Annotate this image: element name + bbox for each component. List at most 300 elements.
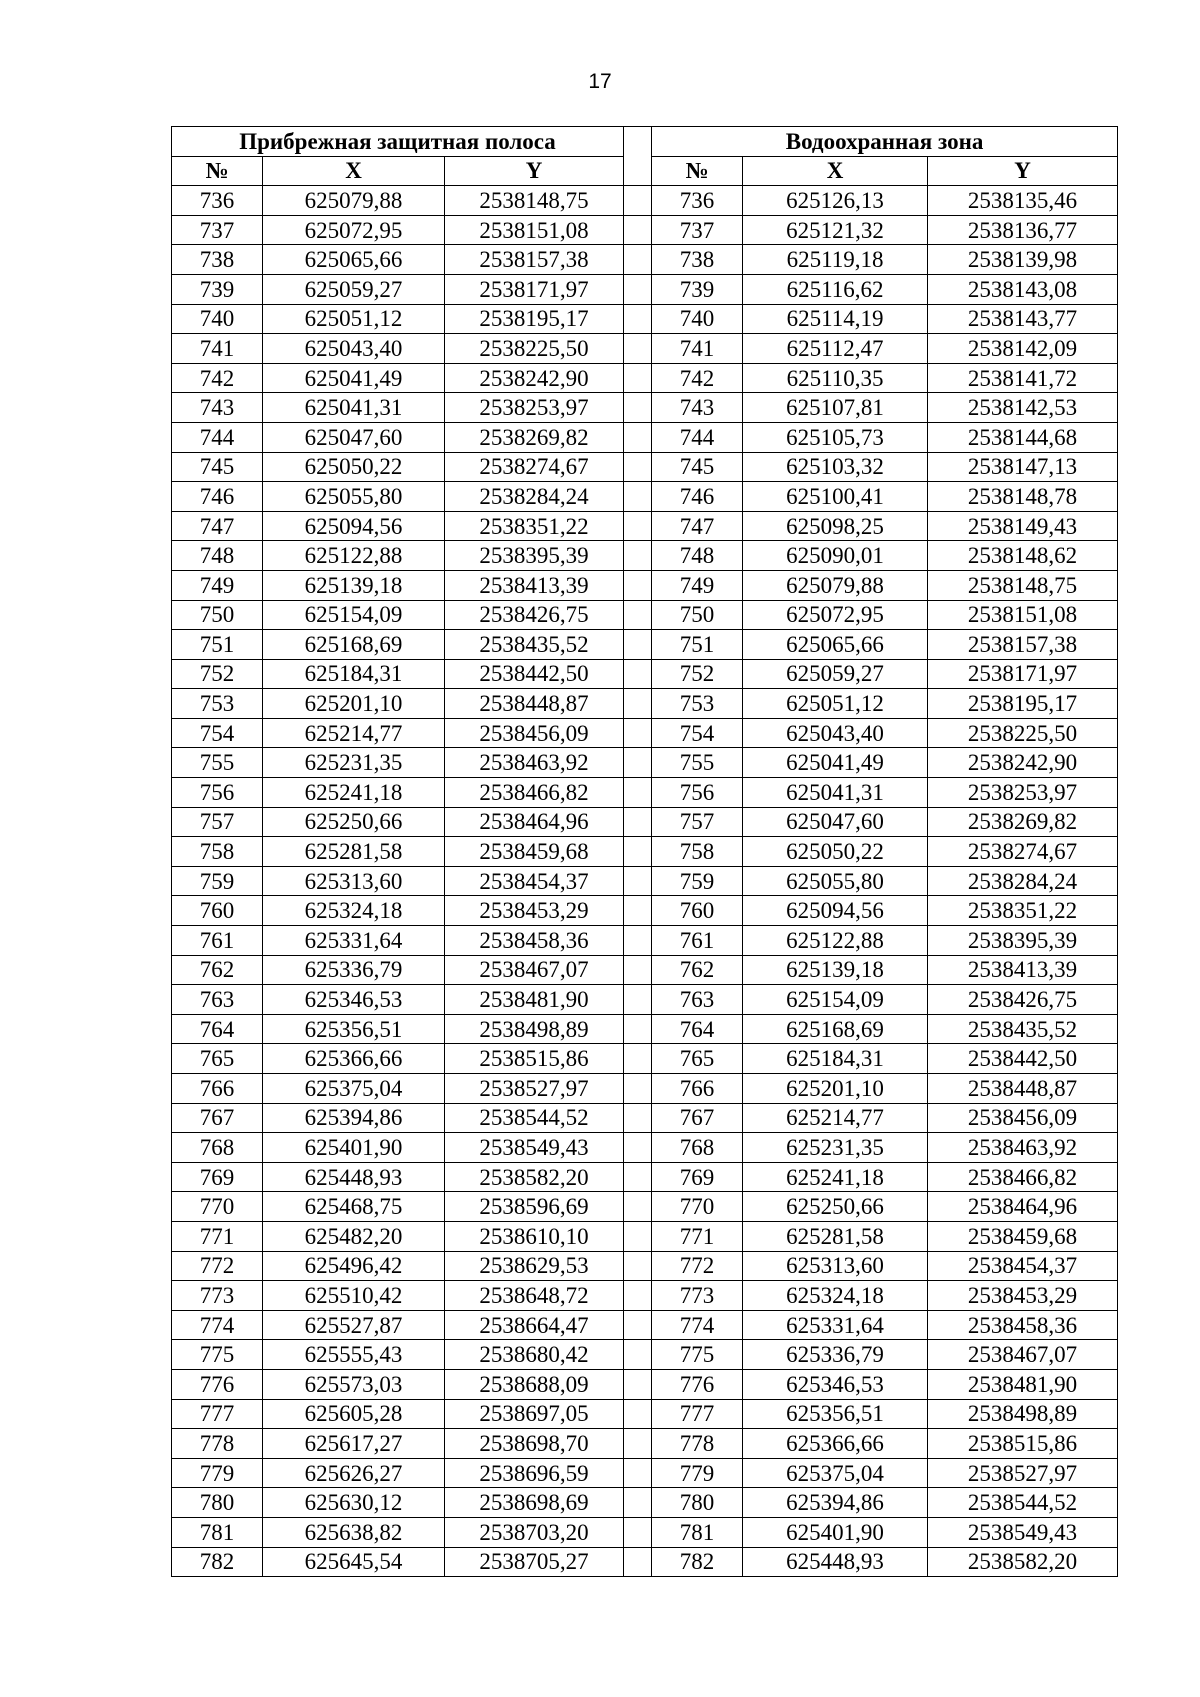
right-number-cell: 759: [652, 866, 743, 896]
right-y-cell: 2538395,39: [928, 926, 1118, 956]
right-x-cell: 625139,18: [743, 955, 928, 985]
left-y-cell: 2538456,09: [445, 718, 624, 748]
left-number-cell: 739: [172, 274, 263, 304]
table-row: [172, 570, 1118, 600]
left-number-cell: 743: [172, 393, 263, 423]
right-number-cell: 764: [652, 1014, 743, 1044]
right-y-cell: 2538456,09: [928, 1103, 1118, 1133]
right-number-cell: 736: [652, 186, 743, 216]
right-x-cell: 625103,32: [743, 452, 928, 482]
left-y-cell: 2538269,82: [445, 422, 624, 452]
right-y-cell: 2538515,86: [928, 1429, 1118, 1459]
right-x-cell: 625105,73: [743, 422, 928, 452]
right-number-cell: 745: [652, 452, 743, 482]
right-x-cell: 625098,25: [743, 511, 928, 541]
right-number-cell: 761: [652, 926, 743, 956]
left-y-cell: 2538466,82: [445, 778, 624, 808]
left-x-cell: 625241,18: [263, 778, 445, 808]
table-row: [172, 274, 1118, 304]
left-x-cell: 625079,88: [263, 186, 445, 216]
table-row: [172, 778, 1118, 808]
right-y-cell: 2538242,90: [928, 748, 1118, 778]
right-number-cell: 770: [652, 1192, 743, 1222]
right-y-cell: 2538144,68: [928, 422, 1118, 452]
table-row: [172, 1133, 1118, 1163]
separator-cell: [624, 807, 652, 837]
left-number-cell: 741: [172, 334, 263, 364]
right-number-cell: 781: [652, 1517, 743, 1547]
left-number-cell: 769: [172, 1162, 263, 1192]
left-number-cell: 779: [172, 1458, 263, 1488]
table-row: [172, 452, 1118, 482]
table-row: [172, 363, 1118, 393]
left-y-cell: 2538549,43: [445, 1133, 624, 1163]
right-x-cell: 625281,58: [743, 1221, 928, 1251]
right-x-cell: 625050,22: [743, 837, 928, 867]
right-x-cell: 625324,18: [743, 1281, 928, 1311]
table-row: [172, 837, 1118, 867]
right-number-cell: 766: [652, 1074, 743, 1104]
separator-cell: [624, 1429, 652, 1459]
left-x-cell: 625468,75: [263, 1192, 445, 1222]
left-y-cell: 2538544,52: [445, 1103, 624, 1133]
right-x-cell: 625094,56: [743, 896, 928, 926]
right-y-cell: 2538141,72: [928, 363, 1118, 393]
right-x-cell: 625126,13: [743, 186, 928, 216]
left-number-cell: 736: [172, 186, 263, 216]
right-x-cell: 625214,77: [743, 1103, 928, 1133]
right-x-cell: 625041,49: [743, 748, 928, 778]
left-y-cell: 2538171,97: [445, 274, 624, 304]
right-number-cell: 737: [652, 215, 743, 245]
left-x-cell: 625638,82: [263, 1517, 445, 1547]
left-number-cell: 761: [172, 926, 263, 956]
left-y-cell: 2538610,10: [445, 1221, 624, 1251]
right-number-cell: 769: [652, 1162, 743, 1192]
left-y-cell: 2538463,92: [445, 748, 624, 778]
right-number-cell: 744: [652, 422, 743, 452]
right-y-cell: 2538148,75: [928, 570, 1118, 600]
table-row: [172, 511, 1118, 541]
right-x-cell: 625375,04: [743, 1458, 928, 1488]
right-number-cell: 755: [652, 748, 743, 778]
right-x-cell: 625366,66: [743, 1429, 928, 1459]
right-x-cell: 625116,62: [743, 274, 928, 304]
right-number-cell: 773: [652, 1281, 743, 1311]
left-y-cell: 2538157,38: [445, 245, 624, 275]
left-y-cell: 2538648,72: [445, 1281, 624, 1311]
left-number-cell: 747: [172, 511, 263, 541]
right-y-cell: 2538413,39: [928, 955, 1118, 985]
left-section-title: Прибрежная защитная полоса: [172, 127, 624, 157]
left-number-cell: 737: [172, 215, 263, 245]
left-x-cell: 625201,10: [263, 689, 445, 719]
right-y-cell: 2538284,24: [928, 866, 1118, 896]
left-number-cell: 746: [172, 482, 263, 512]
left-x-cell: 625573,03: [263, 1369, 445, 1399]
separator-cell: [624, 186, 652, 216]
left-y-cell: 2538629,53: [445, 1251, 624, 1281]
left-number-cell: 770: [172, 1192, 263, 1222]
separator-cell: [624, 1458, 652, 1488]
table-row: [172, 1074, 1118, 1104]
left-y-cell: 2538448,87: [445, 689, 624, 719]
right-x-cell: 625122,88: [743, 926, 928, 956]
left-y-cell: 2538274,67: [445, 452, 624, 482]
table-row: [172, 985, 1118, 1015]
table-row: [172, 186, 1118, 216]
table-row: [172, 630, 1118, 660]
left-y-cell: 2538225,50: [445, 334, 624, 364]
left-y-cell: 2538442,50: [445, 659, 624, 689]
table-row: [172, 600, 1118, 630]
separator-cell: [624, 1103, 652, 1133]
left-number-cell: 778: [172, 1429, 263, 1459]
left-x-cell: 625527,87: [263, 1310, 445, 1340]
left-y-cell: 2538582,20: [445, 1162, 624, 1192]
separator-cell: [624, 1399, 652, 1429]
left-x-cell: 625047,60: [263, 422, 445, 452]
left-number-cell: 773: [172, 1281, 263, 1311]
left-number-cell: 766: [172, 1074, 263, 1104]
right-x-cell: 625448,93: [743, 1547, 928, 1577]
table-row: [172, 807, 1118, 837]
left-x-cell: 625617,27: [263, 1429, 445, 1459]
right-x-cell: 625401,90: [743, 1517, 928, 1547]
right-number-cell: 747: [652, 511, 743, 541]
left-x-cell: 625214,77: [263, 718, 445, 748]
separator-cell: [624, 778, 652, 808]
right-y-cell: 2538453,29: [928, 1281, 1118, 1311]
left-y-cell: 2538515,86: [445, 1044, 624, 1074]
left-x-cell: 625626,27: [263, 1458, 445, 1488]
left-x-cell: 625059,27: [263, 274, 445, 304]
separator-cell: [624, 334, 652, 364]
table-row: [172, 1221, 1118, 1251]
left-number-cell: 767: [172, 1103, 263, 1133]
table-row: [172, 1014, 1118, 1044]
separator-cell: [624, 1547, 652, 1577]
table-row: [172, 896, 1118, 926]
right-y-cell: 2538171,97: [928, 659, 1118, 689]
table-row: [172, 926, 1118, 956]
right-number-cell: 752: [652, 659, 743, 689]
separator-cell: [624, 1517, 652, 1547]
table-row: [172, 482, 1118, 512]
right-x-cell: 625121,32: [743, 215, 928, 245]
right-x-cell: 625313,60: [743, 1251, 928, 1281]
separator-cell: [624, 393, 652, 423]
left-y-cell: 2538453,29: [445, 896, 624, 926]
left-x-cell: 625154,09: [263, 600, 445, 630]
left-y-cell: 2538703,20: [445, 1517, 624, 1547]
separator-cell: [624, 866, 652, 896]
separator-cell: [624, 274, 652, 304]
table-row: [172, 304, 1118, 334]
right-col-number-header: №: [652, 156, 743, 186]
left-x-cell: 625394,86: [263, 1103, 445, 1133]
table-row: [172, 748, 1118, 778]
right-number-cell: 748: [652, 541, 743, 571]
left-number-cell: 771: [172, 1221, 263, 1251]
right-number-cell: 741: [652, 334, 743, 364]
right-y-cell: 2538135,46: [928, 186, 1118, 216]
table-row: [172, 1310, 1118, 1340]
right-number-cell: 749: [652, 570, 743, 600]
left-number-cell: 752: [172, 659, 263, 689]
right-col-y-header: Y: [928, 156, 1118, 186]
separator-cell: [624, 837, 652, 867]
right-x-cell: 625043,40: [743, 718, 928, 748]
left-number-cell: 775: [172, 1340, 263, 1370]
right-x-cell: 625110,35: [743, 363, 928, 393]
table-row: [172, 1281, 1118, 1311]
right-x-cell: 625231,35: [743, 1133, 928, 1163]
left-x-cell: 625094,56: [263, 511, 445, 541]
left-x-cell: 625041,49: [263, 363, 445, 393]
left-y-cell: 2538697,05: [445, 1399, 624, 1429]
left-x-cell: 625448,93: [263, 1162, 445, 1192]
left-x-cell: 625072,95: [263, 215, 445, 245]
right-y-cell: 2538143,08: [928, 274, 1118, 304]
separator-cell: [624, 363, 652, 393]
right-y-cell: 2538527,97: [928, 1458, 1118, 1488]
left-col-y-header: Y: [445, 156, 624, 186]
left-y-cell: 2538284,24: [445, 482, 624, 512]
left-number-cell: 781: [172, 1517, 263, 1547]
right-number-cell: 738: [652, 245, 743, 275]
right-x-cell: 625346,53: [743, 1369, 928, 1399]
left-y-cell: 2538698,70: [445, 1429, 624, 1459]
right-x-cell: 625112,47: [743, 334, 928, 364]
separator-cell: [624, 541, 652, 571]
left-x-cell: 625324,18: [263, 896, 445, 926]
left-x-cell: 625065,66: [263, 245, 445, 275]
separator-cell: [624, 955, 652, 985]
separator-cell: [624, 1310, 652, 1340]
right-y-cell: 2538467,07: [928, 1340, 1118, 1370]
left-number-cell: 782: [172, 1547, 263, 1577]
left-y-cell: 2538253,97: [445, 393, 624, 423]
left-y-cell: 2538467,07: [445, 955, 624, 985]
separator-cell: [624, 1044, 652, 1074]
coordinates-table: [171, 126, 1118, 1577]
table-row: [172, 689, 1118, 719]
left-y-cell: 2538151,08: [445, 215, 624, 245]
left-x-cell: 625055,80: [263, 482, 445, 512]
right-x-cell: 625336,79: [743, 1340, 928, 1370]
right-x-cell: 625041,31: [743, 778, 928, 808]
left-x-cell: 625366,66: [263, 1044, 445, 1074]
right-x-cell: 625065,66: [743, 630, 928, 660]
left-x-cell: 625043,40: [263, 334, 445, 364]
separator-cell: [624, 689, 652, 719]
left-number-cell: 764: [172, 1014, 263, 1044]
right-y-cell: 2538195,17: [928, 689, 1118, 719]
separator-cell: [624, 748, 652, 778]
right-number-cell: 777: [652, 1399, 743, 1429]
table-row: [172, 334, 1118, 364]
separator-cell: [624, 985, 652, 1015]
left-y-cell: 2538664,47: [445, 1310, 624, 1340]
separator-cell: [624, 896, 652, 926]
right-y-cell: 2538459,68: [928, 1221, 1118, 1251]
right-number-cell: 739: [652, 274, 743, 304]
right-y-cell: 2538148,78: [928, 482, 1118, 512]
right-number-cell: 757: [652, 807, 743, 837]
left-x-cell: 625250,66: [263, 807, 445, 837]
separator-cell: [624, 511, 652, 541]
separator-cell: [624, 1340, 652, 1370]
left-y-cell: 2538464,96: [445, 807, 624, 837]
table-row: [172, 659, 1118, 689]
right-number-cell: 742: [652, 363, 743, 393]
separator-cell: [624, 1251, 652, 1281]
table-row: [172, 1103, 1118, 1133]
left-col-number-header: №: [172, 156, 263, 186]
right-y-cell: 2538143,77: [928, 304, 1118, 334]
table-row: [172, 215, 1118, 245]
right-number-cell: 758: [652, 837, 743, 867]
right-x-cell: 625119,18: [743, 245, 928, 275]
table-row: [172, 1340, 1118, 1370]
left-number-cell: 756: [172, 778, 263, 808]
right-y-cell: 2538463,92: [928, 1133, 1118, 1163]
table-row: [172, 718, 1118, 748]
right-number-cell: 778: [652, 1429, 743, 1459]
left-x-cell: 625281,58: [263, 837, 445, 867]
left-y-cell: 2538454,37: [445, 866, 624, 896]
right-x-cell: 625072,95: [743, 600, 928, 630]
right-x-cell: 625331,64: [743, 1310, 928, 1340]
right-x-cell: 625047,60: [743, 807, 928, 837]
left-y-cell: 2538698,69: [445, 1488, 624, 1518]
right-y-cell: 2538136,77: [928, 215, 1118, 245]
right-x-cell: 625051,12: [743, 689, 928, 719]
left-y-cell: 2538395,39: [445, 541, 624, 571]
right-y-cell: 2538582,20: [928, 1547, 1118, 1577]
right-y-cell: 2538481,90: [928, 1369, 1118, 1399]
right-y-cell: 2538151,08: [928, 600, 1118, 630]
right-number-cell: 763: [652, 985, 743, 1015]
left-col-x-header: X: [263, 156, 445, 186]
separator-cell: [624, 659, 652, 689]
left-y-cell: 2538458,36: [445, 926, 624, 956]
left-number-cell: 777: [172, 1399, 263, 1429]
left-y-cell: 2538688,09: [445, 1369, 624, 1399]
left-number-cell: 758: [172, 837, 263, 867]
right-x-cell: 625168,69: [743, 1014, 928, 1044]
separator-cell: [624, 245, 652, 275]
separator-cell: [624, 215, 652, 245]
table-row: [172, 1547, 1118, 1577]
right-y-cell: 2538442,50: [928, 1044, 1118, 1074]
separator-cell: [624, 1133, 652, 1163]
right-y-cell: 2538139,98: [928, 245, 1118, 275]
right-number-cell: 771: [652, 1221, 743, 1251]
right-y-cell: 2538549,43: [928, 1517, 1118, 1547]
right-number-cell: 775: [652, 1340, 743, 1370]
left-number-cell: 768: [172, 1133, 263, 1163]
right-number-cell: 760: [652, 896, 743, 926]
right-y-cell: 2538148,62: [928, 541, 1118, 571]
left-x-cell: 625375,04: [263, 1074, 445, 1104]
right-x-cell: 625241,18: [743, 1162, 928, 1192]
right-x-cell: 625184,31: [743, 1044, 928, 1074]
left-x-cell: 625645,54: [263, 1547, 445, 1577]
right-y-cell: 2538435,52: [928, 1014, 1118, 1044]
left-number-cell: 749: [172, 570, 263, 600]
separator-cell: [624, 1369, 652, 1399]
left-number-cell: 754: [172, 718, 263, 748]
right-x-cell: 625107,81: [743, 393, 928, 423]
left-number-cell: 765: [172, 1044, 263, 1074]
right-number-cell: 751: [652, 630, 743, 660]
right-number-cell: 746: [652, 482, 743, 512]
left-number-cell: 755: [172, 748, 263, 778]
left-x-cell: 625510,42: [263, 1281, 445, 1311]
left-x-cell: 625122,88: [263, 541, 445, 571]
left-x-cell: 625041,31: [263, 393, 445, 423]
right-y-cell: 2538458,36: [928, 1310, 1118, 1340]
right-y-cell: 2538149,43: [928, 511, 1118, 541]
left-y-cell: 2538242,90: [445, 363, 624, 393]
left-y-cell: 2538696,59: [445, 1458, 624, 1488]
right-number-cell: 782: [652, 1547, 743, 1577]
left-x-cell: 625482,20: [263, 1221, 445, 1251]
right-number-cell: 780: [652, 1488, 743, 1518]
left-number-cell: 745: [172, 452, 263, 482]
left-number-cell: 748: [172, 541, 263, 571]
right-y-cell: 2538454,37: [928, 1251, 1118, 1281]
right-section-title: Водоохранная зона: [652, 127, 1118, 157]
right-x-cell: 625201,10: [743, 1074, 928, 1104]
left-number-cell: 753: [172, 689, 263, 719]
left-number-cell: 751: [172, 630, 263, 660]
left-number-cell: 760: [172, 896, 263, 926]
table-row: [172, 955, 1118, 985]
left-number-cell: 757: [172, 807, 263, 837]
right-number-cell: 779: [652, 1458, 743, 1488]
right-number-cell: 754: [652, 718, 743, 748]
table-row: [172, 245, 1118, 275]
right-x-cell: 625250,66: [743, 1192, 928, 1222]
separator-cell: [624, 718, 652, 748]
right-y-cell: 2538147,13: [928, 452, 1118, 482]
left-x-cell: 625184,31: [263, 659, 445, 689]
table-row: [172, 866, 1118, 896]
separator-cell: [624, 1074, 652, 1104]
left-y-cell: 2538195,17: [445, 304, 624, 334]
left-y-cell: 2538426,75: [445, 600, 624, 630]
left-x-cell: 625313,60: [263, 866, 445, 896]
left-y-cell: 2538498,89: [445, 1014, 624, 1044]
left-x-cell: 625496,42: [263, 1251, 445, 1281]
separator-cell: [624, 1221, 652, 1251]
left-y-cell: 2538459,68: [445, 837, 624, 867]
right-y-cell: 2538544,52: [928, 1488, 1118, 1518]
left-x-cell: 625331,64: [263, 926, 445, 956]
right-y-cell: 2538253,97: [928, 778, 1118, 808]
left-x-cell: 625401,90: [263, 1133, 445, 1163]
right-x-cell: 625090,01: [743, 541, 928, 571]
right-y-cell: 2538466,82: [928, 1162, 1118, 1192]
left-number-cell: 776: [172, 1369, 263, 1399]
coordinates-table-body: [172, 186, 1118, 1577]
left-x-cell: 625336,79: [263, 955, 445, 985]
right-y-cell: 2538464,96: [928, 1192, 1118, 1222]
left-y-cell: 2538596,69: [445, 1192, 624, 1222]
